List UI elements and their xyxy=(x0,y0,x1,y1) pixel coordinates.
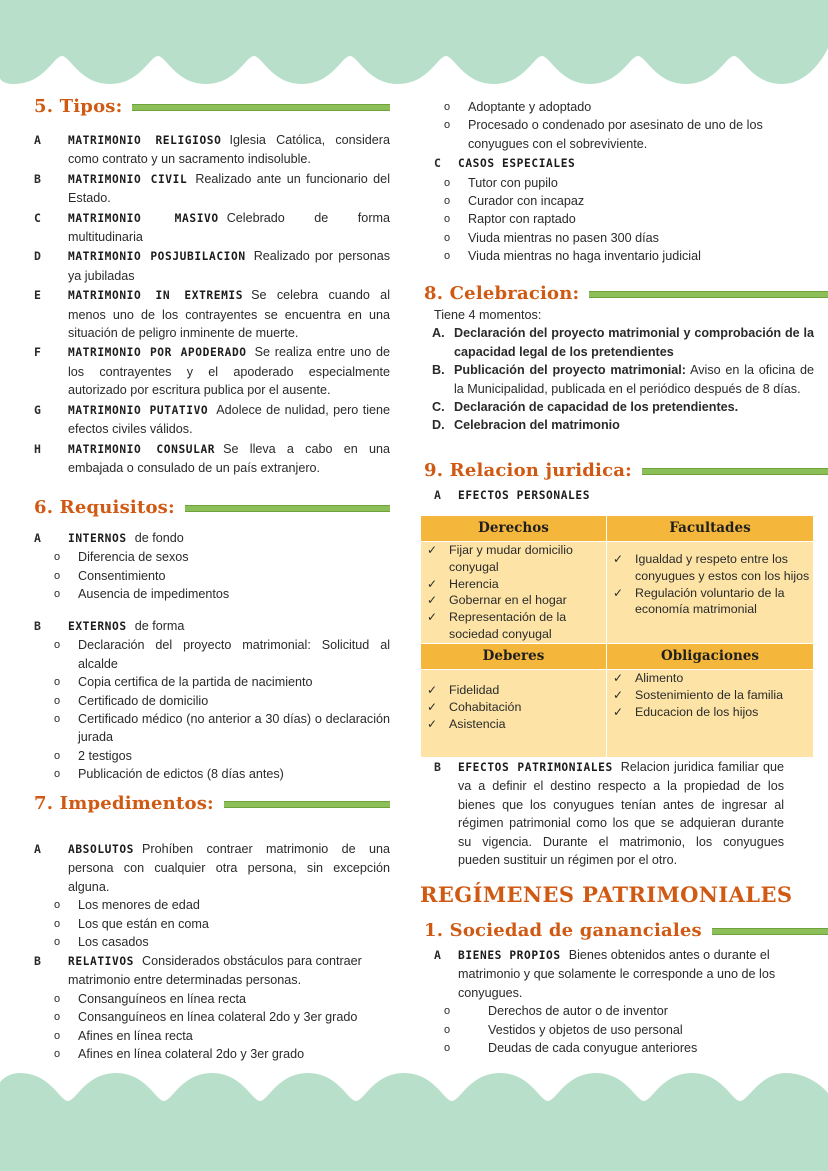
bullet-item: o Deudas de cada conyugue anteriores xyxy=(420,1039,814,1057)
item-text: Prohíben contraer matrimonio de una persona con cualquier otra persona, sin excepción alguna. xyxy=(68,842,390,894)
relacion-heading xyxy=(424,460,828,481)
list-item: C. Declaración de capacidad de los pretendientes. xyxy=(432,400,739,415)
list-item: B EFECTOS PATRIMONIALES Relacion juridica familiar que va a definir el destino respecto a la propiedad de los bienes que los conyugues tenían antes de ingresar al régimen patrimonial como los que se adquieran durante su vigencia. Durante el matrimonio, los conyugues pueden sustituir un régimen por el otro. xyxy=(434,760,785,868)
list-item: F MATRIMONIO POR APODERADO Se realiza entre uno de los contrayentes y el apoderado especialmente autorizado por escritura publica por el ausente. xyxy=(34,345,390,398)
requisitos-heading xyxy=(34,497,390,518)
bottom-scallop-border xyxy=(0,1071,828,1171)
celebracion-heading xyxy=(424,283,828,304)
check-item: ✓ Educacion de los hijos xyxy=(607,704,813,721)
heading-bar xyxy=(642,468,828,475)
list-item: A INTERNOS de fondo xyxy=(34,531,184,545)
celebracion-title: 8. Celebracion: xyxy=(424,283,580,304)
check-item: ✓ Herencia xyxy=(421,576,606,593)
heading-bar xyxy=(224,801,390,808)
heading-bar xyxy=(132,104,390,111)
bullet-item: o Afines en línea colateral 2do y 3er grado xyxy=(34,1045,390,1063)
item-text: Relacion juridica familiar que va a definir el destino respecto a la propiedad de los bienes que los conyugues tenían antes de ingresar al régimen patrimonial como los que se adquieran durante su vigencia. Durante el matrimonio, los conyugues pueden sustituir un régimen por el otro. xyxy=(458,760,785,868)
list-item: A ABSOLUTOS Prohíben contraer matrimonio de una persona con cualquier otra persona, sin excepción alguna. xyxy=(34,842,390,894)
bullet-item: o Ausencia de impedimentos xyxy=(34,585,390,603)
bullet-item: o Los casados xyxy=(34,933,390,951)
item-text: Iglesia Católica, considera como contrato y un sacramento indisoluble. xyxy=(68,133,390,167)
item-label: MATRIMONIO RELIGIOSO xyxy=(68,134,222,147)
bullet-item: o Tutor con pupilo xyxy=(420,174,814,192)
item-label: MATRIMONIO POR APODERADO xyxy=(68,346,247,360)
item-label: MATRIMONIO POSJUBILACION xyxy=(68,250,246,264)
impedimentos-relativos xyxy=(34,952,390,1063)
table-cell xyxy=(421,542,607,644)
check-item: ✓ Asistencia xyxy=(421,716,606,733)
bullet-item: o Vestidos y objetos de uso personal xyxy=(420,1021,814,1039)
check-item: ✓ Fijar y mudar domicilio conyugal xyxy=(421,542,606,576)
bullet-item: o Copia certifica de la partida de nacimiento xyxy=(34,673,390,691)
bullet-item: o Viuda mientras no haga inventario judicial xyxy=(420,247,814,265)
efectos-table xyxy=(420,515,814,758)
bullet-item: o Consentimiento xyxy=(34,567,390,585)
impedimentos-title: 7. Impedimentos: xyxy=(34,793,214,814)
item-label: MATRIMONIO CONSULAR xyxy=(68,442,216,456)
item-text: Se celebra cuando al menos uno de los contrayentes se encuentra en una situación de peligro inminente de muerte. xyxy=(68,288,390,341)
item-text: Considerados obstáculos para contraer matrimonio entre determinadas personas. xyxy=(68,954,362,988)
item-label: ABSOLUTOS xyxy=(68,843,135,856)
list-item: B. Publicación del proyecto matrimonial: Aviso en la oficina de la Municipalidad, publicada en el periódico después de 8 días. xyxy=(432,363,814,396)
item-text: Se lleva a cabo en una embajada o consulado de un país extranjero. xyxy=(68,441,390,475)
bullet-item: o Curador con incapaz xyxy=(420,192,814,210)
check-item: ✓ Alimento xyxy=(607,670,813,687)
list-item: D. Celebracion del matrimonio xyxy=(432,418,620,433)
bullet-item: o Derechos de autor o de inventor xyxy=(420,1002,814,1020)
list-item: A MATRIMONIO RELIGIOSO Iglesia Católica, considera como contrato y un sacramento indisoluble. xyxy=(34,133,390,167)
bullet-item: o Diferencia de sexos xyxy=(34,548,390,566)
check-item: ✓ Regulación voluntario de la economía matrimonial xyxy=(607,585,813,619)
bullet-item: o 2 testigos xyxy=(34,747,390,765)
item-label: MATRIMONIO CIVIL xyxy=(68,172,188,186)
tipos-list xyxy=(34,131,390,477)
bullet-item: o Consanguíneos en línea recta xyxy=(34,990,390,1008)
check-item: ✓ Cohabitación xyxy=(421,699,606,716)
efectos-personales xyxy=(420,486,814,505)
list-item: C MATRIMONIO MASIVO Celebrado de forma multitudinaria xyxy=(34,210,391,245)
relacion-title: 9. Relacion juridica: xyxy=(424,460,632,481)
bullet-item: o Afines en línea recta xyxy=(34,1027,390,1045)
heading-bar xyxy=(712,928,828,935)
impedimentos-continued xyxy=(420,98,814,266)
list-item: C CASOS ESPECIALES xyxy=(434,156,576,171)
item-text: Realizado ante un funcionario del Estado. xyxy=(68,171,390,206)
celebracion-list xyxy=(420,306,814,435)
item-label: EFECTOS PERSONALES xyxy=(458,489,591,502)
list-item: G MATRIMONIO PUTATIVO Adolece de nulidad, pero tiene efectos civiles válidos. xyxy=(34,402,391,437)
check-item: ✓ Sostenimiento de la familia xyxy=(607,687,813,704)
list-item: A. Declaración del proyecto matrimonial y comprobación de la capacidad legal de los pretendientes xyxy=(432,326,814,359)
heading-bar xyxy=(185,505,390,512)
table-header: Facultades xyxy=(607,516,814,542)
item-label: EFECTOS PATRIMONIALES xyxy=(458,761,613,774)
item-label: MATRIMONIO MASIVO xyxy=(68,211,219,225)
heading-bar xyxy=(589,291,828,298)
list-item: D MATRIMONIO POSJUBILACION Realizado por personas ya jubiladas xyxy=(34,249,390,283)
bullet-item: o Certificado médico (no anterior a 30 días) o declaración jurada xyxy=(34,710,390,747)
list-item: B RELATIVOS Considerados obstáculos para contraer matrimonio entre determinadas personas. xyxy=(34,954,362,988)
list-item: H MATRIMONIO CONSULAR Se lleva a cabo en una embajada o consulado de un país extranjero. xyxy=(34,441,390,475)
celebracion-intro: Tiene 4 momentos: xyxy=(434,308,542,322)
gananciales-heading xyxy=(424,920,828,941)
list-item: A EFECTOS PERSONALES xyxy=(434,488,591,502)
list-item: A BIENES PROPIOS Bienes obtenidos antes o durante el matrimonio y que solamente le corresponde a uno de los conyugues. xyxy=(434,948,776,1000)
impedimentos-heading xyxy=(34,793,390,814)
regimenes-title: REGÍMENES PATRIMONIALES xyxy=(420,882,793,907)
item-text: Adolece de nulidad, pero tiene efectos civiles válidos. xyxy=(68,402,391,437)
impedimentos-absolutos xyxy=(34,840,390,951)
efectos-patrimoniales xyxy=(420,758,814,869)
tipos-heading xyxy=(34,96,390,117)
list-item: B MATRIMONIO CIVIL Realizado ante un funcionario del Estado. xyxy=(34,171,390,206)
check-item: ✓ Igualdad y respeto entre los conyugues y estos con los hijos xyxy=(607,551,813,585)
item-label: RELATIVOS xyxy=(68,955,135,968)
bullet-item: o Adoptante y adoptado xyxy=(420,98,814,116)
table-header: Obligaciones xyxy=(607,644,814,670)
check-item: ✓ Fidelidad xyxy=(421,682,606,699)
bullet-item: o Los menores de edad xyxy=(34,896,390,914)
bullet-item: o Consanguíneos en línea colateral 2do y 3er grado xyxy=(34,1008,390,1026)
item-label: EXTERNOS xyxy=(68,620,127,633)
bullet-item: o Raptor con raptado xyxy=(420,210,814,228)
bienes-propios xyxy=(420,946,814,1057)
item-label: INTERNOS xyxy=(68,532,127,545)
item-label: CASOS ESPECIALES xyxy=(458,157,576,171)
bullet-item: o Los que están en coma xyxy=(34,915,390,933)
item-text: Celebrado de forma multitudinaria xyxy=(68,210,391,245)
bullet-item: o Viuda mientras no pasen 300 días xyxy=(420,229,814,247)
bullet-item: o Procesado o condenado por asesinato de uno de los conyugues con el sobreviviente. xyxy=(420,116,814,153)
bullet-item: o Publicación de edictos (8 días antes) xyxy=(34,765,390,783)
table-cell xyxy=(607,670,814,758)
item-text: Bienes obtenidos antes o durante el matrimonio y que solamente le corresponde a uno de los conyugues. xyxy=(458,948,776,1000)
item-text: Realizado por personas ya jubiladas xyxy=(68,249,390,283)
table-cell xyxy=(607,542,814,644)
item-text: de forma xyxy=(134,619,185,633)
requisitos-internos xyxy=(34,529,390,604)
table-header: Derechos xyxy=(421,516,607,542)
list-item: B EXTERNOS de forma xyxy=(34,619,185,633)
check-item: ✓ Representación de la sociedad conyugal xyxy=(421,609,606,643)
bullet-item: o Declaración del proyecto matrimonial: Solicitud al alcalde xyxy=(34,636,390,673)
gananciales-title: 1. Sociedad de gananciales xyxy=(424,920,702,941)
item-text: de fondo xyxy=(134,531,184,545)
check-item: ✓ Gobernar en el hogar xyxy=(421,592,606,609)
requisitos-externos xyxy=(34,617,390,784)
table-header: Deberes xyxy=(421,644,607,670)
item-label: MATRIMONIO IN EXTREMIS xyxy=(68,289,244,303)
table-cell xyxy=(421,670,607,758)
item-label: BIENES PROPIOS xyxy=(458,949,561,962)
top-scallop-border xyxy=(0,0,828,95)
item-label: MATRIMONIO PUTATIVO xyxy=(68,403,209,417)
tipos-title: 5. Tipos: xyxy=(34,96,123,117)
list-item: E MATRIMONIO IN EXTREMIS Se celebra cuando al menos uno de los contrayentes se encuentra en una situación de peligro inminente de muerte. xyxy=(34,288,390,341)
requisitos-title: 6. Requisitos: xyxy=(34,497,175,518)
bullet-item: o Certificado de domicilio xyxy=(34,692,390,710)
item-text: Se realiza entre uno de los contrayentes y el apoderado especialmente autorizado por escritura publica por el ausente. xyxy=(68,345,390,398)
